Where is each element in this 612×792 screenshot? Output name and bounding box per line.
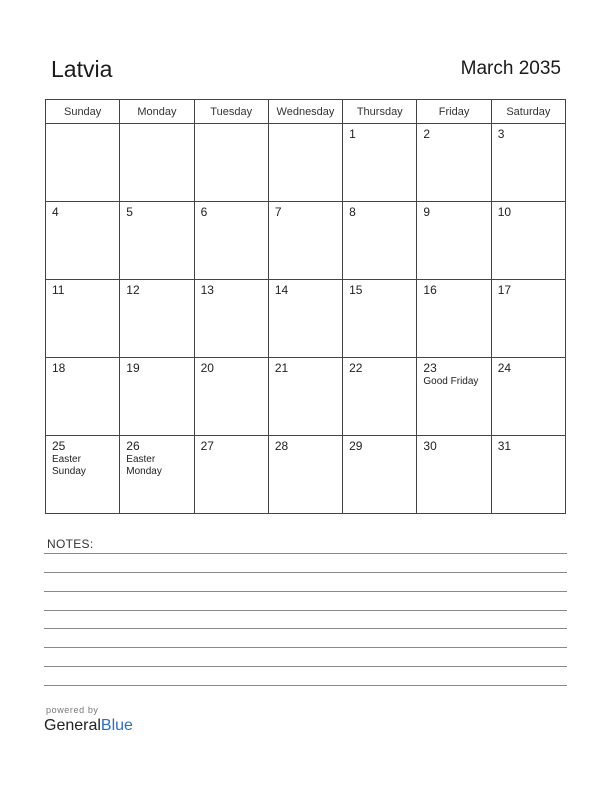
calendar-day-cell bbox=[343, 202, 417, 280]
calendar-day-cell bbox=[46, 436, 120, 514]
calendar-country-title: Latvia bbox=[51, 56, 113, 82]
calendar-day-cell bbox=[491, 358, 565, 436]
calendar-day-cell bbox=[268, 280, 342, 358]
notes-label: NOTES: bbox=[47, 537, 94, 551]
day-number: 5 bbox=[126, 205, 133, 219]
calendar-day-cell bbox=[268, 358, 342, 436]
weekday-monday: Monday bbox=[120, 100, 194, 124]
weekday-sunday: Sunday bbox=[46, 100, 120, 124]
calendar-day-cell bbox=[268, 436, 342, 514]
brand-general: General bbox=[44, 717, 101, 734]
calendar-day-cell bbox=[417, 358, 491, 436]
calendar-week-row bbox=[46, 280, 566, 358]
calendar-day-cell bbox=[46, 358, 120, 436]
calendar-day-cell bbox=[491, 202, 565, 280]
day-number: 3 bbox=[497, 127, 505, 141]
day-number: 14 bbox=[274, 283, 289, 297]
note-line bbox=[44, 572, 567, 573]
calendar-day-cell bbox=[343, 280, 417, 358]
holiday-label: Good Friday bbox=[423, 376, 479, 387]
calendar-day-cell bbox=[268, 202, 342, 280]
calendar-day-cell bbox=[194, 202, 268, 280]
weekday-saturday: Saturday bbox=[491, 100, 565, 124]
calendar-day-cell bbox=[491, 436, 565, 514]
day-number: 1 bbox=[349, 127, 356, 141]
day-number: 11 bbox=[52, 283, 65, 297]
calendar-day-cell bbox=[194, 124, 268, 202]
calendar-day-cell bbox=[194, 358, 268, 436]
day-number: 9 bbox=[423, 205, 431, 219]
day-number: 30 bbox=[423, 439, 437, 453]
day-number: 2 bbox=[423, 127, 431, 141]
day-number: 13 bbox=[200, 283, 214, 297]
holiday-label: Easter Sunday bbox=[52, 454, 86, 477]
weekday-tuesday: Tuesday bbox=[194, 100, 268, 124]
day-number: 6 bbox=[200, 205, 208, 219]
day-number: 19 bbox=[126, 361, 140, 375]
day-number: 24 bbox=[497, 361, 512, 375]
calendar-week-row bbox=[46, 202, 566, 280]
weekday-thursday: Thursday bbox=[343, 100, 417, 124]
weekday-wednesday: Wednesday bbox=[268, 100, 342, 124]
calendar-day-cell bbox=[491, 280, 565, 358]
day-number: 28 bbox=[274, 439, 289, 453]
note-line bbox=[44, 591, 567, 592]
day-number: 7 bbox=[274, 205, 282, 219]
note-line bbox=[44, 628, 567, 629]
day-number: 31 bbox=[497, 439, 512, 453]
day-number: 12 bbox=[126, 283, 140, 297]
day-number: 20 bbox=[200, 361, 214, 375]
powered-by-text: powered by bbox=[46, 705, 99, 715]
calendar-day-cell bbox=[491, 124, 565, 202]
note-line bbox=[44, 610, 567, 611]
calendar-day-cell bbox=[268, 124, 342, 202]
brand-blue: Blue bbox=[100, 717, 133, 734]
brand-logo bbox=[44, 717, 133, 735]
calendar-day-cell bbox=[46, 280, 120, 358]
day-number: 29 bbox=[349, 439, 363, 453]
calendar-day-cell bbox=[120, 358, 194, 436]
day-number: 25 bbox=[52, 439, 66, 453]
calendar-day-cell bbox=[417, 202, 491, 280]
calendar-day-cell bbox=[343, 436, 417, 514]
calendar-week-row bbox=[46, 358, 566, 436]
note-line bbox=[44, 685, 567, 686]
note-line bbox=[44, 647, 567, 648]
calendar-day-cell bbox=[120, 280, 194, 358]
calendar-day-cell bbox=[343, 358, 417, 436]
calendar-day-cell bbox=[343, 124, 417, 202]
calendar-day-cell bbox=[120, 124, 194, 202]
weekday-friday: Friday bbox=[417, 100, 491, 124]
calendar-day-cell bbox=[46, 124, 120, 202]
day-number: 21 bbox=[274, 361, 289, 375]
calendar-day-cell bbox=[417, 124, 491, 202]
day-number: 15 bbox=[349, 283, 363, 297]
note-line bbox=[44, 553, 567, 554]
day-number: 27 bbox=[200, 439, 214, 453]
day-number: 17 bbox=[497, 283, 512, 297]
day-number: 10 bbox=[497, 205, 512, 219]
calendar-week-row bbox=[46, 124, 566, 202]
calendar-day-cell bbox=[46, 202, 120, 280]
calendar-day-cell bbox=[417, 436, 491, 514]
day-number: 4 bbox=[52, 205, 59, 219]
note-line bbox=[44, 666, 567, 667]
calendar-day-cell bbox=[120, 202, 194, 280]
day-number: 22 bbox=[349, 361, 363, 375]
day-number: 26 bbox=[126, 439, 140, 453]
calendar-day-cell bbox=[194, 436, 268, 514]
holiday-label: Easter Monday bbox=[126, 454, 162, 477]
weekday-header-row bbox=[46, 100, 566, 124]
calendar-month-title: March 2035 bbox=[460, 58, 561, 79]
calendar-week-row bbox=[46, 436, 566, 514]
day-number: 18 bbox=[52, 361, 66, 375]
day-number: 23 bbox=[423, 361, 437, 375]
calendar-day-cell bbox=[194, 280, 268, 358]
calendar-day-cell bbox=[120, 436, 194, 514]
day-number: 8 bbox=[349, 205, 356, 219]
calendar-day-cell bbox=[417, 280, 491, 358]
calendar-grid bbox=[45, 99, 566, 514]
day-number: 16 bbox=[423, 283, 437, 297]
